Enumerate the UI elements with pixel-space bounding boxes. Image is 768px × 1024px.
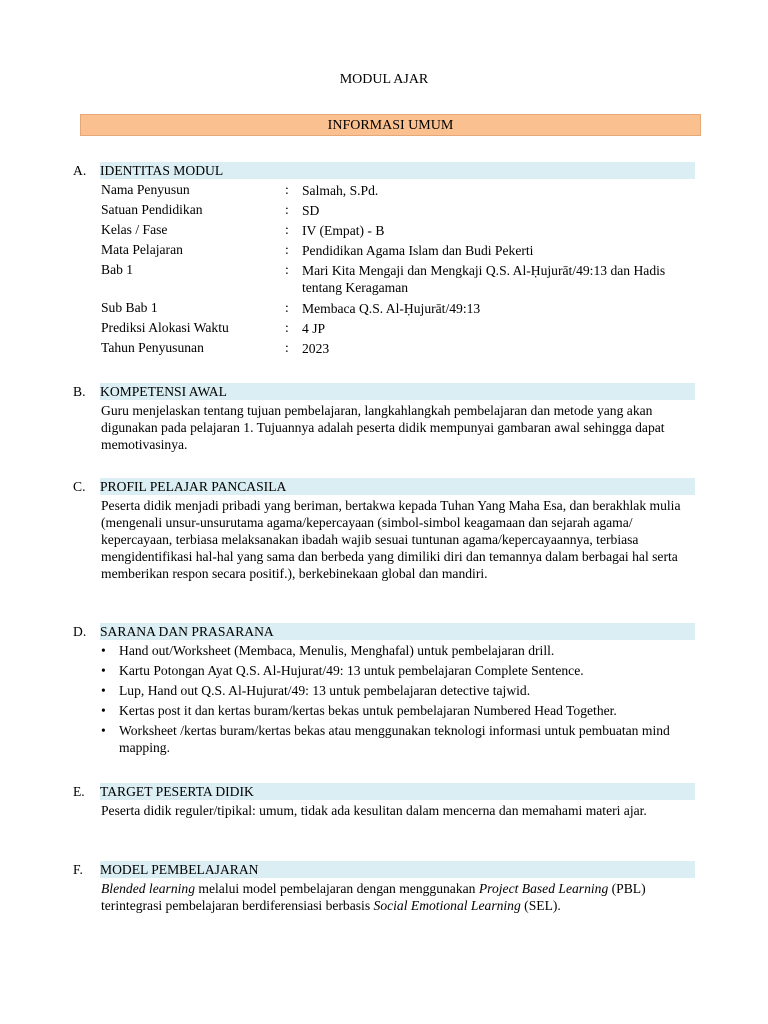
section-letter: B. <box>73 384 86 399</box>
section-sarana-prasarana <box>73 623 695 759</box>
row-colon: : <box>285 300 289 315</box>
row-label: Mata Pelajaran <box>101 242 183 257</box>
list-item-text: Kartu Potongan Ayat Q.S. Al-Hujurat/49: 13 untuk pembelajaran Complete Sentence. <box>119 663 584 678</box>
section-header <box>73 783 695 800</box>
document-title: MODUL AJAR <box>339 72 429 87</box>
section-header <box>73 478 695 495</box>
section-letter: A. <box>73 163 87 178</box>
section-title: TARGET PESERTA DIDIK <box>100 784 254 799</box>
section-text: Peserta didik menjadi pribadi yang beriman, bertakwa kepada Tuhan Yang Maha Esa, dan berakhlak mulia (mengenali unsur-unsurutama agama/kepercayaan (simbol-simbol keagamaan dan sejarah agama/ kepercayaan, terbiasa melaksanakan ibadah wajib sesuai tuntunan agama/kepercayaannya, terbiasa mengidentifikasi hal-hal yang sama dan berbeda yang dimiliki diri dan temannya dalam berbagai hal serta memberikan respon secara positif.), berkebinekaan global dan mandiri. <box>101 498 681 581</box>
identity-row <box>101 318 695 338</box>
facility-list <box>73 642 695 756</box>
section-title: MODEL PEMBELAJARAN <box>100 862 259 877</box>
bullet-icon: • <box>101 723 106 738</box>
list-item-text: Lup, Hand out Q.S. Al-Hujurat/49: 13 untuk pembelajaran detective tajwid. <box>119 683 531 698</box>
identity-row <box>101 338 695 358</box>
identity-row <box>101 298 695 318</box>
section-model-pembelajaran <box>73 861 695 914</box>
section-header <box>73 623 695 640</box>
row-value: Pendidikan Agama Islam dan Budi Pekerti <box>302 243 534 258</box>
bullet-icon: • <box>101 683 106 698</box>
list-item <box>73 722 695 756</box>
list-item-text: Kertas post it dan kertas buram/kertas bekas untuk pembelajaran Numbered Head Together. <box>119 703 617 718</box>
section-text: Guru menjelaskan tentang tujuan pembelajaran, langkahlangkah pembelajaran dan metode yang akan digunakan pada pelajaran 1. Tujuannya adalah peserta didik mempunyai gambaran awal sehingga dapat memotivasinya. <box>101 403 665 452</box>
list-item-text: Hand out/Worksheet (Membaca, Menulis, Menghafal) untuk pembelajaran drill. <box>119 643 555 658</box>
emphasis-text: Blended learning <box>101 881 196 896</box>
section-profil-pelajar-pancasila <box>73 478 695 582</box>
row-value: Mari Kita Mengaji dan Mengkaji Q.S. Al-Ḥujurāt/49:13 dan Hadis tentang Keragaman <box>302 263 666 295</box>
row-value: Salmah, S.Pd. <box>302 183 379 198</box>
identity-row <box>101 240 695 260</box>
body-text: melalui model pembelajaran dengan menggunakan <box>195 881 479 896</box>
info-banner: INFORMASI UMUM <box>80 114 701 136</box>
row-colon: : <box>285 222 289 237</box>
identity-row <box>101 220 695 240</box>
section-title: SARANA DAN PRASARANA <box>100 624 274 639</box>
bullet-icon: • <box>101 703 106 718</box>
identity-row <box>101 180 695 200</box>
body-text: (SEL). <box>520 898 561 913</box>
row-colon: : <box>285 242 289 257</box>
row-label: Sub Bab 1 <box>101 300 158 315</box>
list-item <box>73 702 695 719</box>
section-header <box>73 383 695 400</box>
row-value: SD <box>302 203 320 218</box>
section-header <box>73 162 695 179</box>
bullet-icon: • <box>101 663 106 678</box>
section-letter: F. <box>73 862 83 877</box>
row-value: 4 JP <box>302 321 326 336</box>
section-target-peserta-didik <box>73 783 695 819</box>
list-item <box>73 642 695 659</box>
row-label: Satuan Pendidikan <box>101 202 203 217</box>
emphasis-text: Social Emotional Learning <box>373 898 521 913</box>
identity-row <box>101 200 695 220</box>
row-value: 2023 <box>302 341 330 356</box>
row-label: Kelas / Fase <box>101 222 168 237</box>
row-colon: : <box>285 340 289 355</box>
row-colon: : <box>285 320 289 335</box>
section-letter: D. <box>73 624 87 639</box>
section-header <box>73 861 695 878</box>
section-text <box>101 880 695 914</box>
row-label: Bab 1 <box>101 262 134 277</box>
section-letter: E. <box>73 784 85 799</box>
section-kompetensi-awal <box>73 383 695 453</box>
row-colon: : <box>285 262 289 277</box>
row-value: IV (Empat) - B <box>302 223 385 238</box>
section-letter: C. <box>73 479 86 494</box>
identity-row <box>101 260 695 298</box>
bullet-icon: • <box>101 643 106 658</box>
list-item <box>73 662 695 679</box>
row-label: Nama Penyusun <box>101 182 190 197</box>
section-text: Peserta didik reguler/tipikal: umum, tidak ada kesulitan dalam mencerna dan memahami materi ajar. <box>101 803 647 818</box>
row-label: Prediksi Alokasi Waktu <box>101 320 229 335</box>
row-label: Tahun Penyusunan <box>101 340 204 355</box>
list-item-text: Worksheet /kertas buram/kertas bekas atau menggunakan teknologi informasi untuk pembuatan mind mapping. <box>119 723 670 755</box>
section-title: PROFIL PELAJAR PANCASILA <box>100 479 287 494</box>
row-colon: : <box>285 202 289 217</box>
list-item <box>73 682 695 699</box>
row-colon: : <box>285 182 289 197</box>
body-text: (PBL) terintegrasi pembelajaran berdiferensiasi berbasis <box>101 881 646 913</box>
section-identitas-modul <box>73 162 695 358</box>
section-title: IDENTITAS MODUL <box>100 163 224 178</box>
row-value: Membaca Q.S. Al-Ḥujurāt/49:13 <box>302 301 481 316</box>
emphasis-text: Project Based Learning <box>478 881 609 896</box>
section-title: KOMPETENSI AWAL <box>100 384 227 399</box>
